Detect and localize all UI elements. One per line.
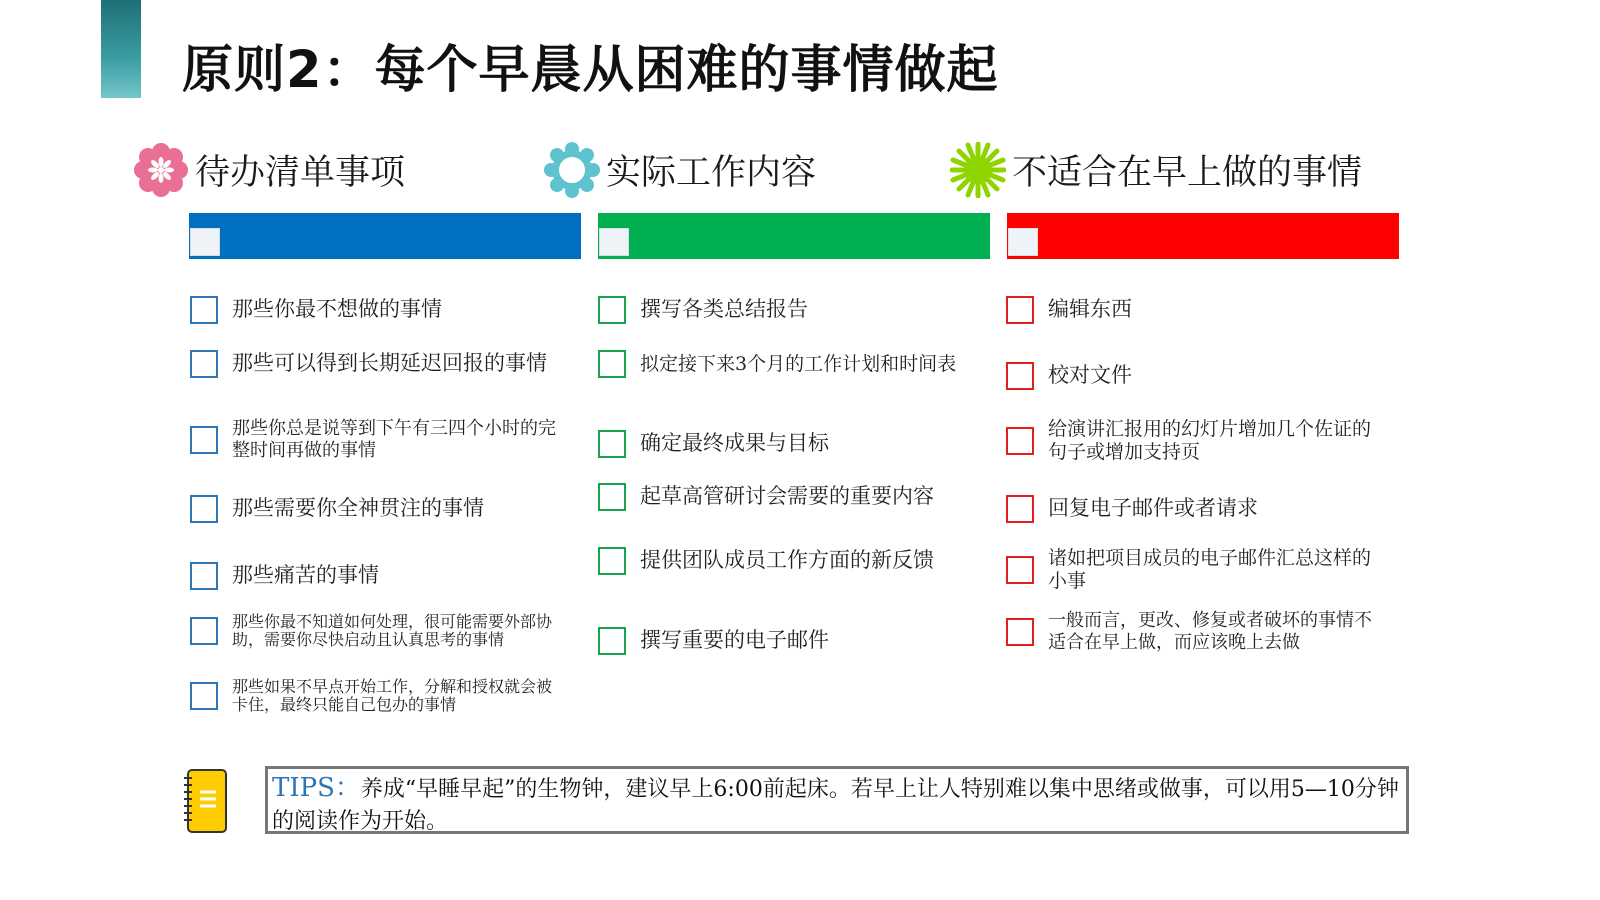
- checkbox[interactable]: [598, 350, 626, 378]
- list-item[interactable]: [1006, 362, 1386, 390]
- bar-checkbox: [1008, 228, 1038, 256]
- bar-checkbox: [599, 228, 629, 256]
- column-header-label: 不适合在早上做的事情: [1012, 153, 1363, 193]
- item-text: 起草高管研讨会需要的重要内容: [640, 484, 934, 509]
- item-text: 那些如果不早点开始工作，分解和授权就会被卡住，最终只能自己包办的事情: [232, 677, 553, 714]
- checkbox[interactable]: [190, 617, 218, 645]
- item-text: 那些痛苦的事情: [232, 563, 379, 588]
- list-item[interactable]: [1006, 610, 1386, 653]
- column-bar-blue: [189, 213, 581, 259]
- item-text: 确定最终成果与目标: [640, 431, 829, 456]
- column-header-label: 实际工作内容: [606, 153, 817, 193]
- list-item[interactable]: [598, 430, 978, 458]
- checkbox[interactable]: [598, 296, 626, 324]
- list-item[interactable]: [190, 495, 570, 523]
- checkbox[interactable]: [598, 430, 626, 458]
- checkbox[interactable]: [190, 682, 218, 710]
- item-text: 撰写重要的电子邮件: [640, 628, 829, 653]
- pink-flower-icon: [133, 142, 189, 198]
- checkbox[interactable]: [190, 495, 218, 523]
- checkbox[interactable]: [1006, 495, 1034, 523]
- list-item[interactable]: [598, 350, 978, 378]
- tips-text: 养成“早睡早起”的生物钟，建议早上6:00前起床。若早上让人特别难以集中思绪或做事，可以用5—10分钟的阅读作为开始。: [272, 777, 1399, 834]
- checkbox[interactable]: [190, 296, 218, 324]
- bar-checkbox: [190, 228, 220, 256]
- list-item[interactable]: [190, 418, 570, 461]
- tips-box: [265, 766, 1409, 834]
- list-item[interactable]: [190, 613, 570, 649]
- column-header-todo: [133, 140, 405, 200]
- item-text: 一般而言，更改、修复或者破坏的事情不适合在早上做，而应该晚上去做: [1048, 610, 1372, 653]
- list-item[interactable]: [190, 678, 570, 714]
- checkbox[interactable]: [1006, 556, 1034, 584]
- list-item[interactable]: [190, 562, 570, 590]
- column-bar-red: [1007, 213, 1399, 259]
- item-text: 那些需要你全神贯注的事情: [232, 496, 484, 521]
- item-text: 给演讲汇报用的幻灯片增加几个佐证的句子或增加支持页: [1048, 418, 1372, 463]
- checkbox[interactable]: [1006, 427, 1034, 455]
- list-item[interactable]: [190, 296, 570, 324]
- list-item[interactable]: [1006, 495, 1386, 523]
- column-header-actual: [544, 140, 816, 200]
- column-bar-green: [598, 213, 990, 259]
- tips-label: TIPS：: [272, 773, 361, 803]
- column-header-label: 待办清单事项: [195, 153, 406, 193]
- item-text: 那些你最不想做的事情: [232, 297, 442, 322]
- list-item[interactable]: [598, 627, 978, 655]
- checkbox[interactable]: [190, 350, 218, 378]
- checkbox[interactable]: [1006, 362, 1034, 390]
- item-text: 那些你最不知道如何处理，很可能需要外部协助，需要你尽快启动且认真思考的事情: [232, 612, 553, 649]
- item-text: 回复电子邮件或者请求: [1048, 496, 1258, 521]
- list-item[interactable]: [598, 296, 978, 324]
- item-text: 提供团队成员工作方面的新反馈: [640, 548, 934, 573]
- column-header-not-morning: [950, 140, 1362, 200]
- list-item[interactable]: [1006, 547, 1386, 593]
- checkbox[interactable]: [598, 483, 626, 511]
- teal-flower-icon: [544, 142, 600, 198]
- item-text: 那些你总是说等到下午有三四个小时的完整时间再做的事情: [232, 418, 556, 461]
- item-text: 诸如把项目成员的电子邮件汇总这样的小事: [1048, 547, 1372, 592]
- item-text: 拟定接下来3个月的工作计划和时间表: [640, 352, 957, 375]
- green-sun-icon: [950, 142, 1006, 198]
- item-text: 撰写各类总结报告: [640, 297, 808, 322]
- item-text: 那些可以得到长期延迟回报的事情: [232, 351, 547, 376]
- list-item[interactable]: [1006, 418, 1386, 464]
- checkbox[interactable]: [1006, 618, 1034, 646]
- checkbox[interactable]: [190, 562, 218, 590]
- item-text: 编辑东西: [1048, 297, 1132, 322]
- checkbox[interactable]: [190, 426, 218, 454]
- title-accent-bar: [101, 0, 141, 98]
- list-item[interactable]: [598, 547, 978, 575]
- checkbox[interactable]: [598, 627, 626, 655]
- checkbox[interactable]: [598, 547, 626, 575]
- list-item[interactable]: [1006, 296, 1386, 324]
- notebook-icon: [182, 768, 230, 834]
- page-title: 原则2：每个早晨从困难的事情做起: [182, 41, 999, 100]
- item-text: 校对文件: [1048, 363, 1132, 388]
- checkbox[interactable]: [1006, 296, 1034, 324]
- list-item[interactable]: [190, 350, 570, 378]
- list-item[interactable]: [598, 483, 978, 511]
